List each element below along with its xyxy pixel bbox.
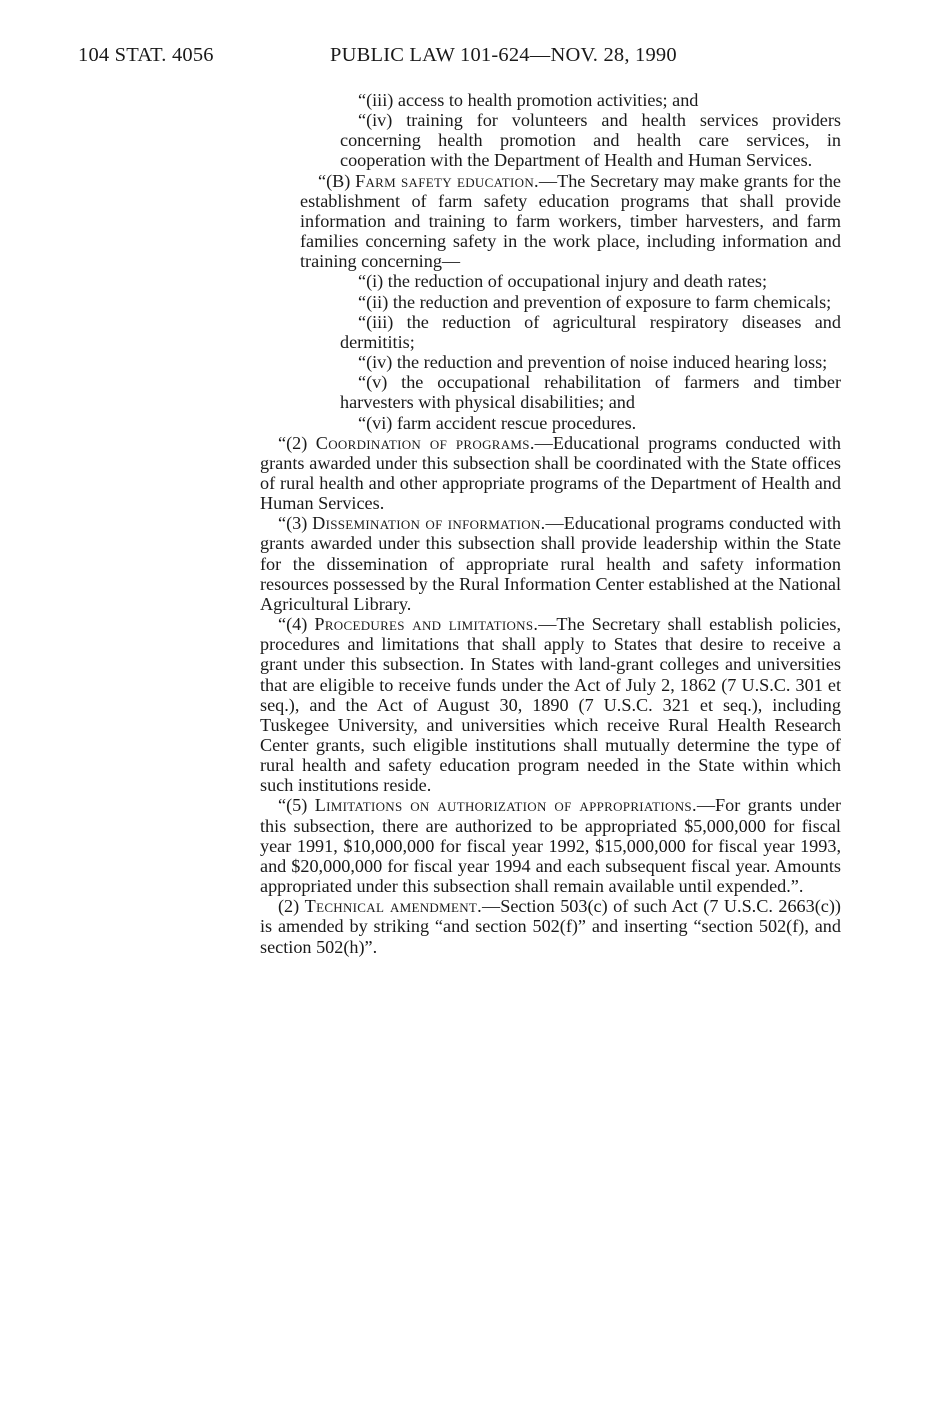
- technical-amendment-text: —Section 503(c) of such Act (7 U.S.C. 2663(c)) is amended by striking “and section 502(f)” and inserting “section 502(f), and section 502(h)”.: [260, 896, 841, 957]
- paragraph-4-lead: “(4): [278, 614, 315, 635]
- paragraph-2-coordination: [260, 433, 841, 514]
- subparagraph-b-farm-safety: [300, 171, 841, 272]
- paragraph-2-text: —Educational programs conducted with grants awarded under this subsection shall be coordinated with the State offices of rural health and other appropriate programs of the Department of Health and Human Services.: [260, 432, 841, 514]
- subparagraph-b-text: —The Secretary may make grants for the establishment of farm safety education programs that shall provide information and training to farm workers, timber harvesters, and farm families concerning safety in the work place, including information and training concerning—: [300, 170, 841, 272]
- paragraph-5-lead: “(5): [278, 795, 315, 816]
- clause-iv-training: “(iv) training for volunteers and health services providers concerning health promotion and health care services, in cooperation with the Department of Health and Human Services.: [340, 110, 841, 171]
- public-law-title: PUBLIC LAW 101-624—NOV. 28, 1990: [330, 44, 677, 66]
- technical-amendment: [260, 896, 841, 956]
- paragraph-3-heading: Dissemination of information.: [312, 513, 546, 534]
- paragraph-4-procedures: [260, 614, 841, 795]
- document-body: [260, 90, 841, 957]
- paragraph-5-appropriations: [260, 795, 841, 896]
- statute-page-reference: 104 STAT. 4056: [78, 44, 214, 66]
- paragraph-3-text: —Educational programs conducted with grants awarded under this subsection shall provide leadership within the State for the dissemination of appropriate rural health and safety information resources possessed by the Rural Information Center established at the National Agricultural Library.: [260, 513, 841, 614]
- paragraph-3-dissemination: [260, 513, 841, 614]
- paragraph-3-lead: “(3): [278, 513, 313, 534]
- paragraph-2-lead: “(2): [278, 432, 316, 453]
- clause-vi: “(vi) farm accident rescue procedures.: [358, 412, 637, 433]
- paragraph-5-text: —For grants under this subsection, there are authorized to be appropriated $5,000,000 for fiscal year 1991, $10,000,000 for fiscal year 1992, $15,000,000 for fiscal year 1993, and $20,000,000 for fiscal year 1994 and each subsequent fiscal year. Amounts appropriated under this subsection shall remain available until expended.”.: [260, 795, 842, 897]
- clause-iv: “(iv) the reduction and prevention of noise induced hearing loss;: [358, 352, 828, 373]
- paragraph-2-heading: Coordination of programs.: [315, 432, 535, 453]
- technical-amendment-lead: (2): [278, 896, 305, 917]
- paragraph-5-heading: Limitations on authorization of appropriations.: [314, 795, 697, 816]
- clause-iii: “(iii) the reduction of agricultural respiratory diseases and dermititis;: [340, 311, 841, 352]
- technical-amendment-heading: Technical amendment.: [304, 896, 483, 917]
- clause-v: “(v) the occupational rehabilitation of farmers and timber harvesters with physical disabilities; and: [340, 372, 841, 413]
- paragraph-4-heading: Procedures and limitations.: [314, 614, 539, 635]
- clause-ii: “(ii) the reduction and prevention of exposure to farm chemicals;: [358, 291, 832, 312]
- subparagraph-b-heading: Farm safety education.: [355, 170, 539, 191]
- clause-iii-access: “(iii) access to health promotion activities; and: [358, 90, 699, 110]
- page-header: [78, 44, 878, 74]
- subparagraph-b-lead: “(B): [318, 170, 356, 191]
- paragraph-4-text: —The Secretary shall establish policies, procedures and limitations that shall apply to States that desire to receive a grant under this subsection. In States with land-grant colleges and universities that are eligible to receive funds under the Act of July 2, 1862 (7 U.S.C. 301 et seq.), and the Act of August 30, 1890 (7 U.S.C. 321 et seq.), including Tuskegee University, and universities which receive Rural Health Research Center grants, such eligible institutions shall mutually determine the type of rural health and safety education program needed in the State within which such institutions reside.: [260, 614, 841, 796]
- clause-i: “(i) the reduction of occupational injury and death rates;: [358, 271, 768, 292]
